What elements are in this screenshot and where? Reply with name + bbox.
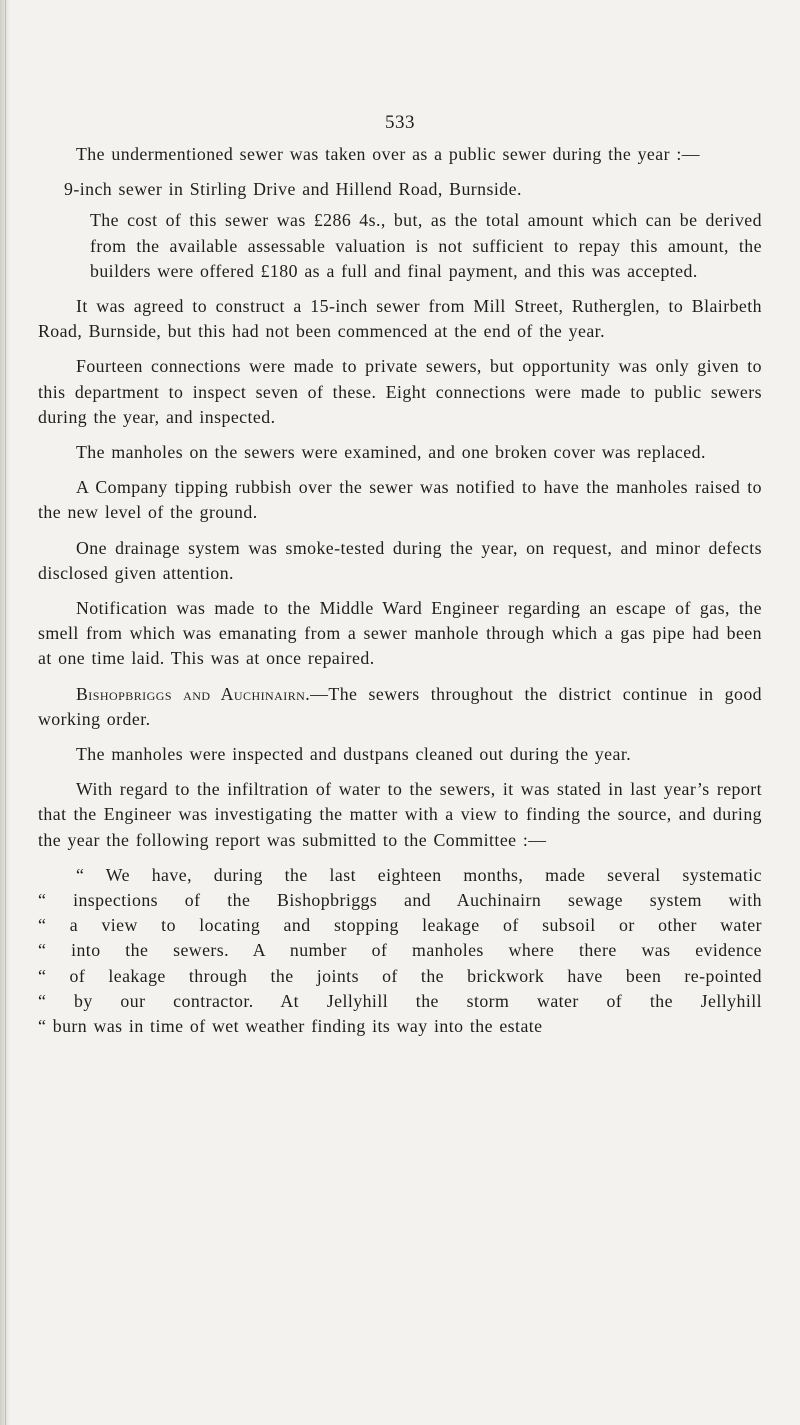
- paragraph-connections: Fourteen connections were made to private sewers, but opportunity was only given to this department to inspect seven of these. Eight connections were made to public sewers during the year, and inspected.: [38, 356, 762, 427]
- paragraph-bishopbriggs: [38, 682, 762, 732]
- quote-line: “ a view to locating and stopping leakage of subsoil or other water: [38, 915, 762, 936]
- page-number: 533: [385, 112, 415, 133]
- quote-line: “ by our contractor. At Jellyhill the storm water of the Jellyhill: [38, 990, 762, 1011]
- engineer-report-quote: [38, 863, 762, 1039]
- section-body-bishopbriggs: —The sewers throughout the district continue in good working order.: [38, 683, 763, 729]
- quote-line: “ of leakage through the joints of the brickwork have been re-pointed: [38, 965, 762, 986]
- paragraph-infiltration: With regard to the infiltration of water to the sewers, it was stated in last year’s report that the Engineer was investigating the matter with a view to finding the source, and during the year the following report was submitted to the Committee :—: [38, 779, 762, 850]
- paragraph-dustpans: The manholes were inspected and dustpans cleaned out during the year.: [76, 744, 632, 765]
- quote-line: “ inspections of the Bishopbriggs and Auchinairn sewage system with: [38, 890, 762, 911]
- paragraph-company-notice: A Company tipping rubbish over the sewer was notified to have the manholes raised to the new level of the ground.: [38, 477, 762, 523]
- quote-line: “ We have, during the last eighteen months, made several systematic: [76, 864, 762, 885]
- paragraph-sewer-cost: The cost of this sewer was £286 4s., but, as the total amount which can be derived from the available assessable valuation is not sufficient to repay this amount, the builders were offered £180 as a full and final payment, and this was accepted.: [90, 210, 762, 281]
- paragraph-manholes: The manholes on the sewers were examined, and one broken cover was replaced.: [76, 442, 706, 463]
- paragraph-smoke-test: One drainage system was smoke-tested during the year, on request, and minor defects disclosed given attention.: [38, 537, 762, 583]
- quote-line: “ burn was in time of wet weather finding its way into the estate: [38, 1016, 543, 1037]
- section-heading-bishopbriggs: Bishopbriggs and Auchinairn.: [76, 683, 311, 704]
- paragraph-gas-escape: Notification was made to the Middle Ward Engineer regarding an escape of gas, the smell from which was emanating from a sewer manhole through which a gas pipe had been at one time laid. This was at once repaired.: [38, 598, 762, 669]
- paragraph-sewer-item: 9-inch sewer in Stirling Drive and Hillend Road, Burnside.: [64, 179, 522, 200]
- quote-line: “ into the sewers. A number of manholes where there was evidence: [38, 940, 762, 961]
- paragraph-sewer-takeover: The undermentioned sewer was taken over as a public sewer during the year :—: [76, 144, 700, 164]
- paragraph-new-sewer: It was agreed to construct a 15-inch sewer from Mill Street, Rutherglen, to Blairbeth Road, Burnside, but this had not been commenced at the end of the year.: [38, 296, 762, 342]
- page-binding-line: [5, 0, 6, 1425]
- document-body: [38, 142, 762, 1039]
